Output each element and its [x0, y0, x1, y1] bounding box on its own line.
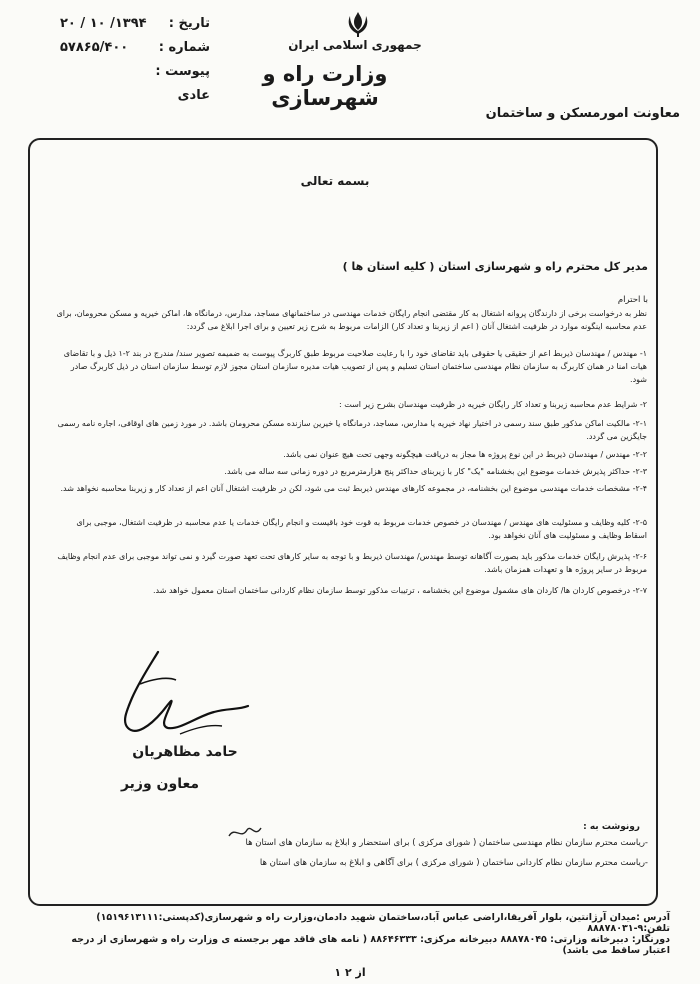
paragraph-2-1: ۲-۱- مالکیت اماکن مذکور طبق سند رسمی در اختیار نهاد خیریه یا مدارس، مساجد، درمانگاه یا خیرین سازنده مسکن محرومان باشد. در مورد زمین های اوقافی، اجاره نامه رسمی جایگزین می گردد.	[57, 419, 647, 441]
paragraph-2-5: ۲-۵- کلیه وظایف و مسئولیت های مهندس / مهندسان در خصوص خدمات مربوط به قوت خود باقیست و انجام رایگان خدمات یا عدم محاسبه در ظرفیت اشتغال، موجبی برای اسقاط وظایف و مسئولیت های آنان نخواهد بود.	[76, 518, 647, 540]
iran-emblem-icon	[345, 10, 371, 38]
greeting: با احترام	[617, 295, 648, 305]
attachment-row	[60, 60, 210, 84]
ministry-title: وزارت راه و شهرسازی	[262, 62, 388, 110]
paragraph-2-2: ۲-۲- مهندس / مهندسان ذیربط در این نوع پروژه ها مجاز به دریافت هیچگونه وجهی تحت هیچ عنوان نمی باشد.	[283, 450, 647, 459]
footer-secretariat: دورنگار: دبیرخانه وزارتی: ۸۸۸۷۸۰۴۵ دبیرخانه مرکزی: ۸۸۶۴۶۳۳۳ ( نامه های فاقد مهر برجسته ی وزارت راه و شهرسازی از درجه اعتبار ساقط می باشد)	[71, 934, 670, 956]
letter-meta	[60, 12, 210, 108]
number-value: ۵۷۸۶۵/۴۰۰	[60, 40, 129, 55]
classification: عادی	[177, 88, 210, 103]
page-number: ۱ از ۲	[334, 966, 366, 979]
paragraph-intro: نظر به درخواست برخی از دارندگان پروانه اشتغال به کار مقتضی انجام رایگان خدمات مهندسی در ساختمانهای مساجد، مدارس، درمانگاه ها، اماکن خیریه و مسکن محرومان، برای عدم محاسبه اینگونه موارد در ظرفیت اشتغال آنان ( اعم از زیربنا و تعداد کار) الزامات مربوط به شرح زیر تعیین و برای اجرا ابلاغ می گردد:	[56, 309, 647, 331]
deputy-title: معاونت امورمسکن و ساختمان	[485, 106, 680, 121]
paragraph-2-6: ۲-۶- پذیرش رایگان خدمات مذکور باید بصورت آگاهانه توسط مهندس/ مهندسان ذیربط و با توجه به سایر کارهای تحت تعهد صورت گیرد و نمی تواند موجبی برای عدم انجام وظایف مربوط در سایر پروژه ها و تعهدات همزمان باشد.	[57, 552, 647, 574]
date-value: ۱۳۹۴/ ۱۰ / ۲۰	[60, 16, 147, 31]
signer-name: حامد مظاهریان	[132, 744, 238, 760]
basmala: بسمه تعالی	[300, 174, 370, 188]
cc-title: رونوشت به :	[583, 822, 640, 832]
republic-title: جمهوری اسلامی ایران	[288, 38, 422, 52]
paragraph-1: ۱- مهندس / مهندسان ذیربط اعم از حقیقی یا حقوقی باید تقاضای خود را با رعایت صلاحیت مربوط طبق کاربرگ پیوست به ضمیمه تصویر سند/ مندرج در بند ۲-۱ ذیل و با تقاضای هیات امنا در همان کاربرگ به سازمان نظام مهندسی ساختمان استان تسلیم و پس از تصویب هیات مدیره سازمان استان مجوز لازم توسط سازمان استان در ذیل کاربرگ صادر شود.	[63, 349, 647, 384]
date-label: تاریخ :	[168, 16, 210, 31]
handwritten-signature	[110, 640, 260, 750]
footer-address: آدرس :میدان آرژانتین، بلوار آفریقا،اراضی عباس آباد،ساختمان شهید دادمان،وزارت راه و شهرسازی(کدپستی:۱۵۱۹۶۱۳۱۱۱) تلفن:۹-۸۸۸۷۸۰۳۱	[96, 912, 670, 934]
paragraph-2-7: ۲-۷- درخصوص کاردان ها/ کاردان های مشمول موضوع این بخشنامه ، ترتیبات مذکور توسط سازمان نظام کاردانی ساختمان استان معمول خواهد شد.	[152, 586, 647, 595]
paragraph-2-4: ۲-۴- مشخصات خدمات مهندسی موضوع این بخشنامه، در مجموعه کارهای مهندس ذیربط ثبت می شود، لکن در ظرفیت اشتغال آنان اعم از تعداد کار و زیربنا محاسبه نخواهد شد.	[60, 484, 647, 493]
paragraph-2-3: ۲-۳- حداکثر پذیرش خدمات موضوع این بخشنامه "یک" کار با زیربنای حداکثر پنج هزارمترمربع در دوره زمانی سه ساله می باشد.	[224, 467, 647, 476]
number-label: شماره :	[158, 40, 210, 55]
number-row	[60, 36, 210, 60]
classification-row	[60, 84, 210, 108]
date-row	[60, 12, 210, 36]
cc-item-2: -ریاست محترم سازمان نظام کاردانی ساختمان ( شورای مرکزی ) برای آگاهی و ابلاغ به سازمان های استان ها	[259, 858, 648, 868]
cc-item-1: -ریاست محترم سازمان نظام مهندسی ساختمان ( شورای مرکزی ) برای استحضار و ابلاغ به سازمان های استان ها	[245, 838, 648, 848]
attachment-label: پیوست :	[155, 64, 210, 79]
signer-title: معاون وزیر	[120, 776, 200, 792]
recipient: مدیر کل محترم راه و شهرسازی استان ( کلیه استان ها )	[342, 260, 648, 273]
paragraph-2: ۲- شرایط عدم محاسبه زیربنا و تعداد کار رایگان خیریه در ظرفیت مهندسان بشرح زیر است :	[338, 400, 647, 409]
